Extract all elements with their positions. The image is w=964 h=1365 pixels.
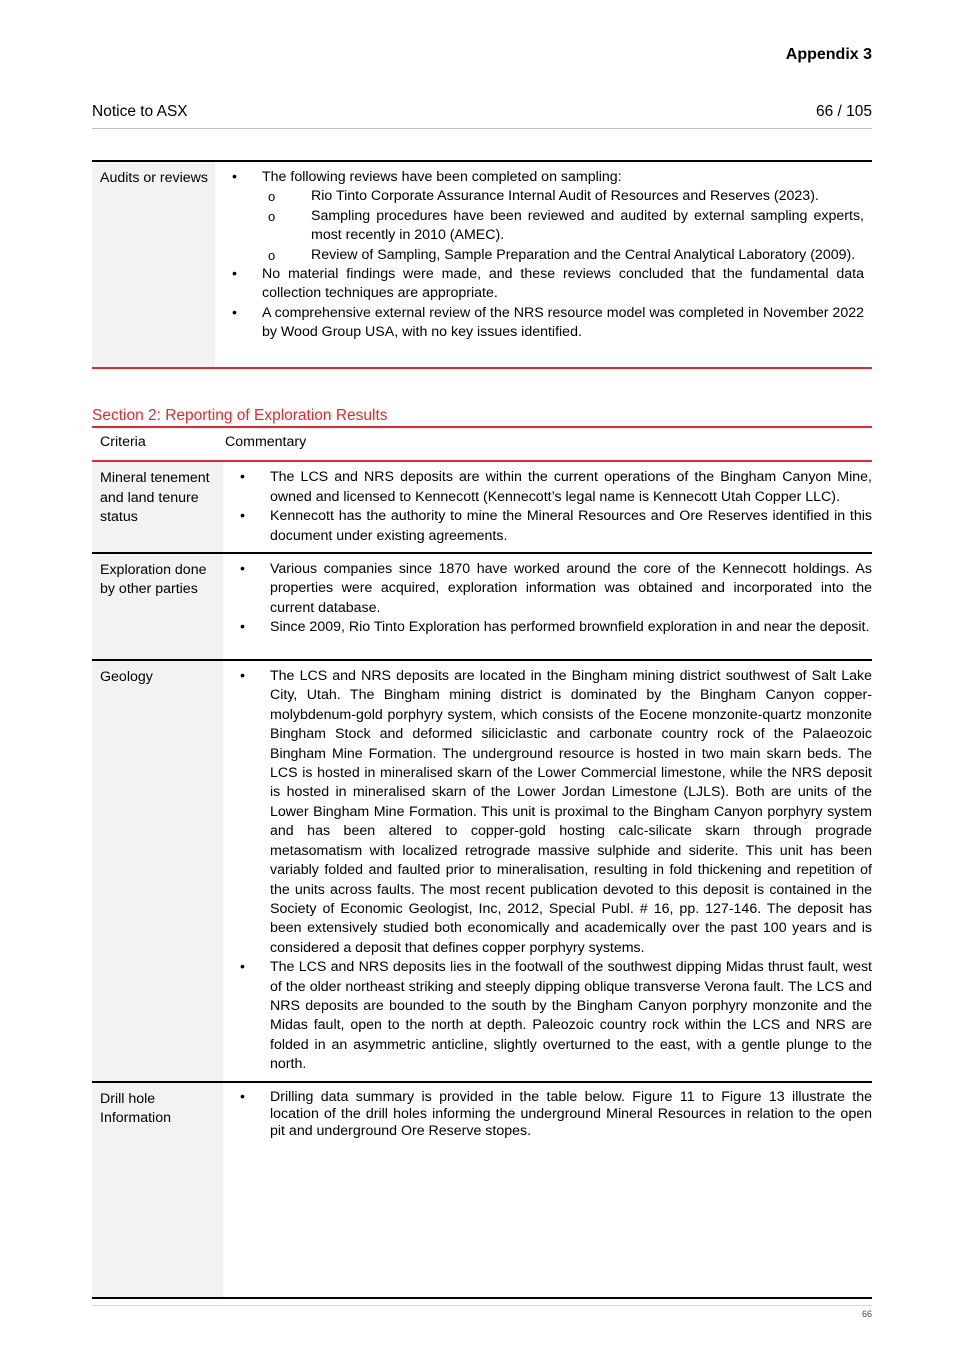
bullet xyxy=(215,168,872,265)
exploration-results-table xyxy=(92,428,872,1299)
bullet-text: The following reviews have been completed on sampling: xyxy=(262,169,622,185)
page-header xyxy=(92,103,872,129)
criteria-cell: Audits or reviews xyxy=(92,161,215,368)
column-header-commentary: Commentary xyxy=(223,428,872,461)
sub-bullet: o Rio Tinto Corporate Assurance Internal Audit of Resources and Reserves (2023). xyxy=(262,187,864,206)
table-row xyxy=(92,1082,872,1298)
sub-bullet: o Sampling procedures have been reviewed and audited by external sampling experts, most recently in 2010 (AMEC). xyxy=(262,207,864,246)
table-row xyxy=(92,660,872,1082)
bullet: • No material findings were made, and these reviews concluded that the fundamental data collection techniques are appropriate. xyxy=(215,265,872,304)
commentary-cell xyxy=(223,660,872,1082)
bullet: • Various companies since 1870 have worked around the core of the Kennecott holdings. As properties were acquired, exploration information was obtained and incorporated into the current database. xyxy=(223,560,872,618)
table-row xyxy=(92,553,872,660)
header-page-count: 66 / 105 xyxy=(815,103,872,120)
sub-bullet: o Review of Sampling, Sample Preparation and the Central Analytical Laboratory (2009). xyxy=(262,246,864,265)
criteria-cell: Exploration done by other parties xyxy=(92,553,223,660)
audits-table xyxy=(92,160,872,369)
footer-divider xyxy=(92,1305,872,1306)
section-title: Section 2: Reporting of Exploration Results xyxy=(92,407,872,428)
column-header-criteria: Criteria xyxy=(92,428,223,461)
sub-list xyxy=(262,187,864,265)
bullet: • The LCS and NRS deposits are within the current operations of the Bingham Canyon Mine, owned and licensed to Kennecott (Kennecott’s legal name is Kennecott Utah Copper LLC). xyxy=(223,468,872,507)
table-row xyxy=(92,461,872,553)
header-title: Notice to ASX xyxy=(92,103,188,120)
bullet: • A comprehensive external review of the NRS resource model was completed in November 2022 by Wood Group USA, with no key issues identified. xyxy=(215,304,872,343)
bullet: • The LCS and NRS deposits are located in the Bingham mining district southwest of Salt Lake City, Utah. The Bingham mining district is dominated by the Bingham Canyon copper-molybdenum-gold porphyry system, which consists of the Eocene monzonite-quartz monzonite Bingham Stock and deformed siliciclastic and carbonate country rock of the Palaeozoic Bingham Mine Formation. The underground resource is hosted in two main skarn beds. The LCS is hosted in mineralised skarn of the Lower Commercial limestone, while the NRS deposit is hosted in mineralised skarn of the Lower Jordan Limestone (LJLS). Both are units of the Lower Bingham Mine Formation. This unit is proximal to the Bingham Canyon porphyry system and has been altered to copper-gold hosting calc-silicate skarn through prograde metasomatism with localized retrograde massive sulphide and siderite. This unit has been variably folded and faulted prior to mineralisation, resulting in fold thickening and repetition of the units across faults. The most recent publication devoted to this deposit is contained in the Society of Economic Geologist, Inc, 2012, Special Publ. # 16, pp. 127-146. The deposit has been extensively studied both economically and academically over the past 100 years and is considered a deposit that defines copper porphyry systems. xyxy=(223,667,872,958)
bullet: • The LCS and NRS deposits lies in the footwall of the southwest dipping Midas thrust fault, west of the older northeast striking and steeply dipping oblique transverse Verona fault. The LCS and NRS deposits are bounded to the south by the Bingham Canyon porphyry monzonite and the Midas fault, open to the north at depth. Paleozoic country rock within the LCS and NRS are folded in an asymmetric anticline, slightly overturned to the east, with a gentle plunge to the north. xyxy=(223,958,872,1074)
footer-page-number: 66 xyxy=(861,1309,872,1319)
bullet: • Kennecott has the authority to mine the Mineral Resources and Ore Reserves identified in this document under existing agreements. xyxy=(223,507,872,546)
bullet: • Drilling data summary is provided in the table below. Figure 11 to Figure 13 illustrate the location of the drill holes informing the underground Mineral Resources in relation to the open pit and underground Ore Reserve stopes. xyxy=(223,1089,872,1140)
criteria-cell: Mineral tenement and land tenure status xyxy=(92,461,223,553)
appendix-label: Appendix 3 xyxy=(785,46,872,63)
bullet: • Since 2009, Rio Tinto Exploration has performed brownfield exploration in and near the deposit. xyxy=(223,618,872,637)
commentary-cell xyxy=(215,161,872,368)
criteria-cell: Geology xyxy=(92,660,223,1082)
criteria-cell: Drill hole Information xyxy=(92,1082,223,1298)
commentary-cell xyxy=(223,461,872,553)
commentary-cell xyxy=(223,553,872,660)
commentary-cell xyxy=(223,1082,872,1298)
